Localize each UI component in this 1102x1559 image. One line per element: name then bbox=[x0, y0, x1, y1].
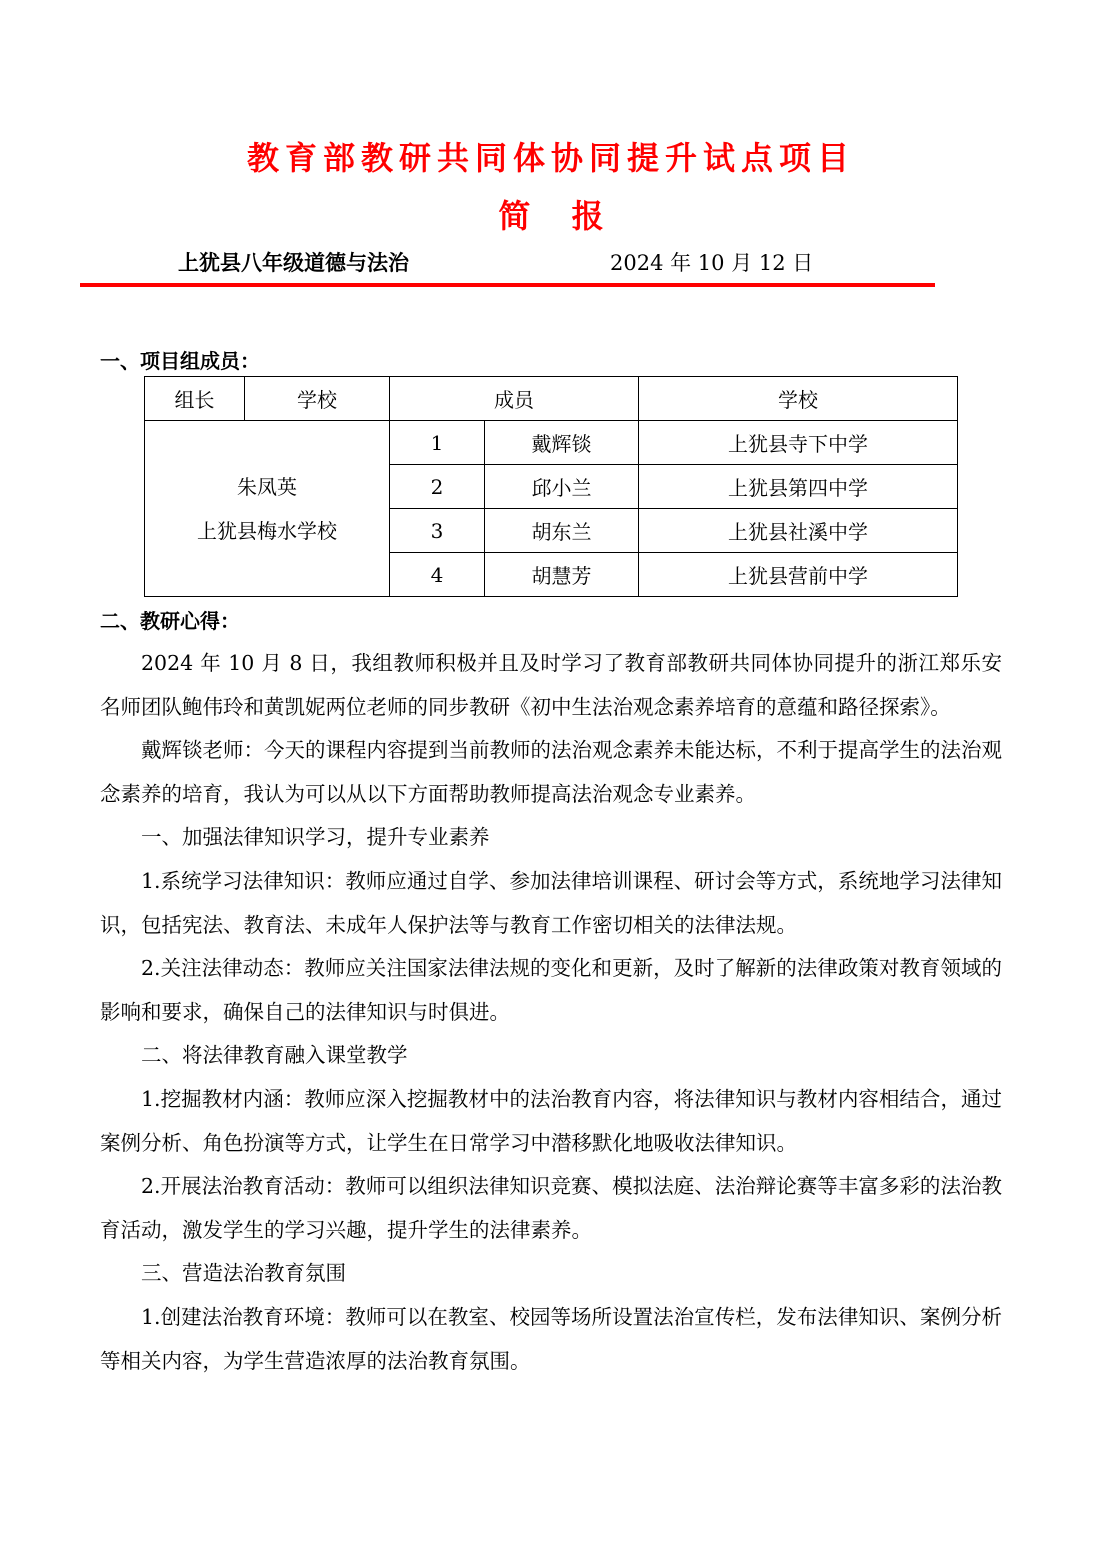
leader-school: 上犹县梅水学校 bbox=[197, 518, 337, 543]
report-subtitle: 简 报 bbox=[498, 197, 604, 235]
section-heading-reflections: 二、教研心得： bbox=[100, 609, 240, 633]
paragraph: 1.系统学习法律知识：教师应通过自学、参加法律培训课程、研讨会等方式，系统地学习法律知识，包括宪法、教育法、未成年人保护法等与教育工作密切相关的法律法规。 bbox=[100, 868, 1002, 937]
header-divider bbox=[80, 283, 935, 287]
member-number: 2 bbox=[390, 465, 485, 509]
member-number: 3 bbox=[390, 509, 485, 553]
paragraph-subheading: 一、加强法律知识学习，提升专业素养 bbox=[141, 825, 490, 850]
member-number: 1 bbox=[390, 421, 485, 465]
header-member-school: 学校 bbox=[639, 377, 958, 421]
member-school: 上犹县第四中学 bbox=[639, 465, 958, 509]
paragraph: 1.创建法治教育环境：教师可以在教室、校园等场所设置法治宣传栏，发布法律知识、案例分析等相关内容，为学生营造浓厚的法治教育氛围。 bbox=[100, 1304, 1002, 1373]
leader-name: 朱凤英 bbox=[237, 474, 297, 499]
paragraph: 戴辉锬老师：今天的课程内容提到当前教师的法治观念素养未能达标，不利于提高学生的法治观念素养的培育，我认为可以从以下方面帮助教师提高法治观念专业素养。 bbox=[100, 738, 1002, 806]
members-table bbox=[144, 376, 958, 597]
header-leader: 组长 bbox=[145, 377, 245, 421]
section-heading-members: 一、项目组成员： bbox=[100, 349, 260, 373]
member-school: 上犹县社溪中学 bbox=[639, 509, 958, 553]
report-date: 2024 年 10 月 12 日 bbox=[610, 251, 814, 275]
member-name: 胡东兰 bbox=[485, 509, 639, 553]
member-number: 4 bbox=[390, 553, 485, 597]
paragraph: 2024 年 10 月 8 日，我组教师积极并且及时学习了教育部教研共同体协同提升的浙江郑乐安名师团队鲍伟玲和黄凯妮两位老师的同步教研《初中生法治观念素养培育的意蕴和路径探索》。 bbox=[100, 651, 1002, 719]
report-title: 教育部教研共同体协同提升试点项目 bbox=[246, 139, 855, 177]
header-leader-school: 学校 bbox=[245, 377, 390, 421]
group-name: 上犹县八年级道德与法治 bbox=[178, 250, 409, 275]
paragraph-subheading: 三、营造法治教育氛围 bbox=[141, 1261, 346, 1286]
paragraph: 1.挖掘教材内涵：教师应深入挖掘教材中的法治教育内容，将法律知识与教材内容相结合，通过案例分析、角色扮演等方式，让学生在日常学习中潜移默化地吸收法律知识。 bbox=[100, 1086, 1002, 1155]
member-school: 上犹县寺下中学 bbox=[639, 421, 958, 465]
table-header-row bbox=[145, 377, 958, 421]
table-row bbox=[145, 421, 958, 465]
leader-cell bbox=[145, 421, 390, 597]
header-member: 成员 bbox=[390, 377, 639, 421]
paragraph-subheading: 二、将法律教育融入课堂教学 bbox=[141, 1043, 408, 1068]
member-name: 戴辉锬 bbox=[485, 421, 639, 465]
paragraph: 2.关注法律动态：教师应关注国家法律法规的变化和更新，及时了解新的法律政策对教育领域的影响和要求，确保自己的法律知识与时俱进。 bbox=[100, 956, 1002, 1024]
member-name: 邱小兰 bbox=[485, 465, 639, 509]
member-name: 胡慧芳 bbox=[485, 553, 639, 597]
paragraph: 2.开展法治教育活动：教师可以组织法律知识竞赛、模拟法庭、法治辩论赛等丰富多彩的法治教育活动，激发学生的学习兴趣，提升学生的法律素养。 bbox=[100, 1174, 1002, 1242]
reflections-body bbox=[100, 642, 1002, 1383]
member-school: 上犹县营前中学 bbox=[639, 553, 958, 597]
